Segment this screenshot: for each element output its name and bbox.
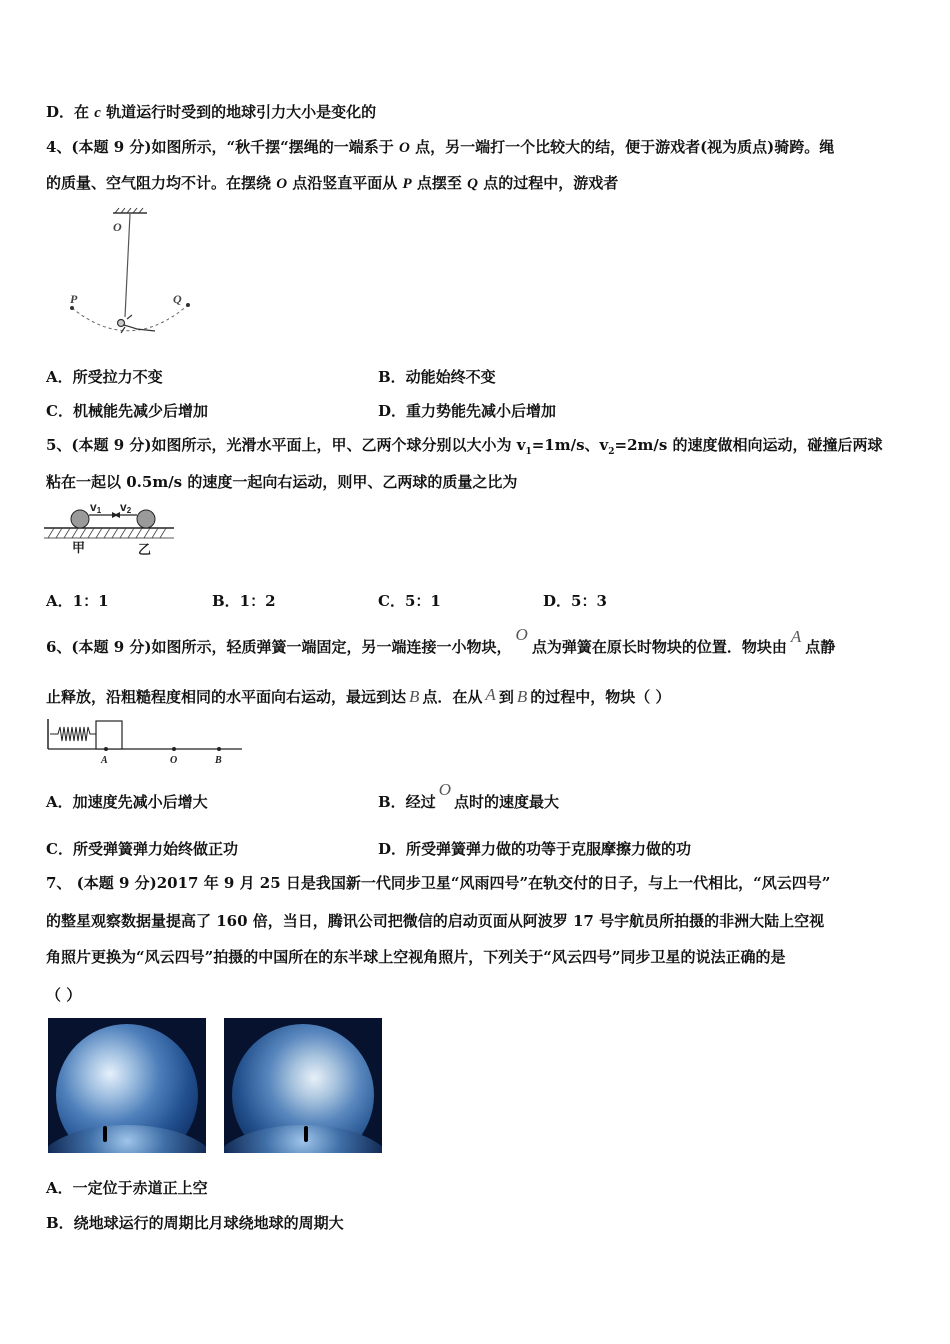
q4-l1-O: O bbox=[399, 140, 410, 156]
q6-option-b bbox=[378, 780, 559, 812]
q7-stem-line4: （ ） bbox=[46, 986, 82, 1004]
q4-option-d: D．重力势能先减小后增加 bbox=[378, 402, 557, 420]
q3-option-d-letter: D． bbox=[46, 103, 75, 121]
q4-l2-Q: Q bbox=[467, 176, 478, 192]
earth-photo-china bbox=[224, 1018, 382, 1153]
collision-figure bbox=[44, 500, 176, 560]
q5-option-d: D．5：3 bbox=[543, 592, 607, 610]
label-yi: 乙 bbox=[138, 543, 152, 558]
q4-stem-line2 bbox=[46, 173, 618, 194]
q7-option-a: A．一定位于赤道正上空 bbox=[46, 1179, 208, 1197]
q6-l2-c: 到 bbox=[498, 688, 514, 706]
q6-optb-b: 点时的速度最大 bbox=[453, 793, 559, 811]
label-v1: v bbox=[90, 500, 97, 514]
swing-figure bbox=[55, 205, 215, 355]
q7-stem-line1: 7、 (本题 9 分)2017 年 9 月 25 日是我国新一代同步卫星“风雨四号”在轨交付的日子，与上一代相比，“风云四号” bbox=[46, 874, 831, 892]
q6-option-d: D．所受弹簧弹力做的功等于克服摩擦力做的功 bbox=[378, 840, 692, 858]
q5-option-a: A．1：1 bbox=[46, 592, 109, 610]
swing-label-Q: Q bbox=[173, 292, 182, 306]
q4-l2-P: P bbox=[402, 176, 412, 192]
q4-l2-c: 点摆至 bbox=[411, 174, 468, 192]
q6-l1-c: 点静 bbox=[805, 638, 836, 656]
q6-option-c: C．所受弹簧弹力始终做正功 bbox=[46, 840, 238, 858]
q6-l2-B2: B bbox=[516, 687, 528, 706]
q7-stem-line2: 的整星观察数据量提高了 160 倍，当日，腾讯公司把微信的启动页面从阿波罗 17 号宇航员所拍摄的非洲大陆上空视 bbox=[46, 912, 825, 930]
q4-l1-a: 4、(本题 9 分)如图所示，“秋千摆“摆绳的一端系于 bbox=[46, 138, 399, 156]
q6-stem-line1 bbox=[46, 625, 836, 657]
svg-text:v1 bbox=[90, 500, 102, 515]
q4-option-a: A．所受拉力不变 bbox=[46, 368, 163, 386]
q4-option-c: C．机械能先减少后增加 bbox=[46, 402, 208, 420]
q7-option-b: B．绕地球运行的周期比月球绕地球的周期大 bbox=[46, 1214, 344, 1232]
spring-label-O: O bbox=[170, 755, 178, 766]
q6-l2-b: 点．在从 bbox=[422, 688, 483, 706]
q5-l1-sub2: 2 bbox=[608, 447, 615, 457]
label-v2-sub: 2 bbox=[126, 506, 132, 515]
label-v2: v bbox=[120, 500, 127, 514]
q3-option-d bbox=[46, 102, 376, 123]
q6-l1-b: 点为弹簧在原长时物块的位置．物块由 bbox=[531, 638, 787, 656]
q3-option-d-symbol-c: c bbox=[94, 105, 101, 121]
q6-l2-B: B bbox=[409, 687, 420, 706]
q4-l2-O: O bbox=[276, 176, 288, 192]
ball-jia bbox=[71, 510, 89, 528]
q6-l2-a: 止释放，沿粗糙程度相同的水平面向右运动，最远到达 bbox=[46, 688, 407, 706]
label-jia: 甲 bbox=[72, 541, 86, 556]
spring-figure bbox=[46, 715, 246, 770]
q6-l1-O: O bbox=[515, 625, 528, 644]
q6-l1-a: 6、(本题 9 分)如图所示，轻质弹簧一端固定，另一端连接一小物块， bbox=[46, 638, 512, 656]
q5-option-b: B．1：2 bbox=[212, 592, 276, 610]
q6-option-a: A．加速度先减小后增大 bbox=[46, 793, 208, 811]
silhouette-person bbox=[103, 1126, 107, 1142]
svg-text:v2 bbox=[120, 500, 132, 515]
q5-stem-line1 bbox=[46, 435, 883, 462]
q4-l2-b: 点沿竖直平面从 bbox=[287, 174, 403, 192]
ball-yi bbox=[137, 510, 155, 528]
q6-optb-O: O bbox=[438, 780, 451, 799]
q3-option-d-text-a: 在 bbox=[74, 103, 95, 121]
q4-option-b: B．动能始终不变 bbox=[378, 368, 496, 386]
spring-label-B: B bbox=[215, 755, 222, 766]
q4-l2-d: 点的过程中，游戏者 bbox=[478, 174, 619, 192]
q4-stem-line1 bbox=[46, 137, 834, 158]
swing-label-O: O bbox=[113, 220, 122, 234]
q5-l1-c: =2m/s 的速度做相向运动，碰撞后两球 bbox=[614, 436, 883, 454]
q5-option-c: C．5：1 bbox=[378, 592, 441, 610]
swing-label-P: P bbox=[70, 292, 78, 306]
q3-option-d-text-b: 轨道运行时受到的地球引力大小是变化的 bbox=[100, 103, 377, 121]
q5-l1-sub1: 1 bbox=[525, 447, 532, 457]
q6-l2-d: 的过程中，物块（ ） bbox=[530, 688, 671, 706]
q4-l2-a: 的质量、空气阻力均不计。在摆绕 bbox=[46, 174, 277, 192]
label-v1-sub: 1 bbox=[96, 506, 102, 515]
silhouette-person bbox=[304, 1126, 308, 1142]
q6-l1-A: A bbox=[790, 627, 802, 646]
spring-label-A: A bbox=[101, 755, 108, 766]
swing-rider bbox=[118, 315, 156, 333]
q4-l1-b: 点，另一端打一个比较大的结，便于游戏者(视为质点)骑跨。绳 bbox=[409, 138, 835, 156]
q6-l2-A: A bbox=[485, 685, 496, 704]
q7-stem-line3: 角照片更换为“风云四号”拍摄的中国所在的东半球上空视角照片，下列关于“风云四号”同步卫星的说法正确的是 bbox=[46, 948, 786, 966]
q6-stem-line2 bbox=[46, 687, 670, 707]
earth-photo-africa bbox=[48, 1018, 206, 1153]
q5-l1-b: =1m/s、v bbox=[531, 436, 609, 454]
q6-optb-a: B．经过 bbox=[378, 793, 436, 811]
q5-stem-line2: 粘在一起以 0.5m/s 的速度一起向右运动，则甲、乙两球的质量之比为 bbox=[46, 473, 518, 491]
q5-l1-a: 5、(本题 9 分)如图所示，光滑水平面上，甲、乙两个球分别以大小为 v bbox=[46, 436, 526, 454]
block bbox=[96, 721, 122, 749]
